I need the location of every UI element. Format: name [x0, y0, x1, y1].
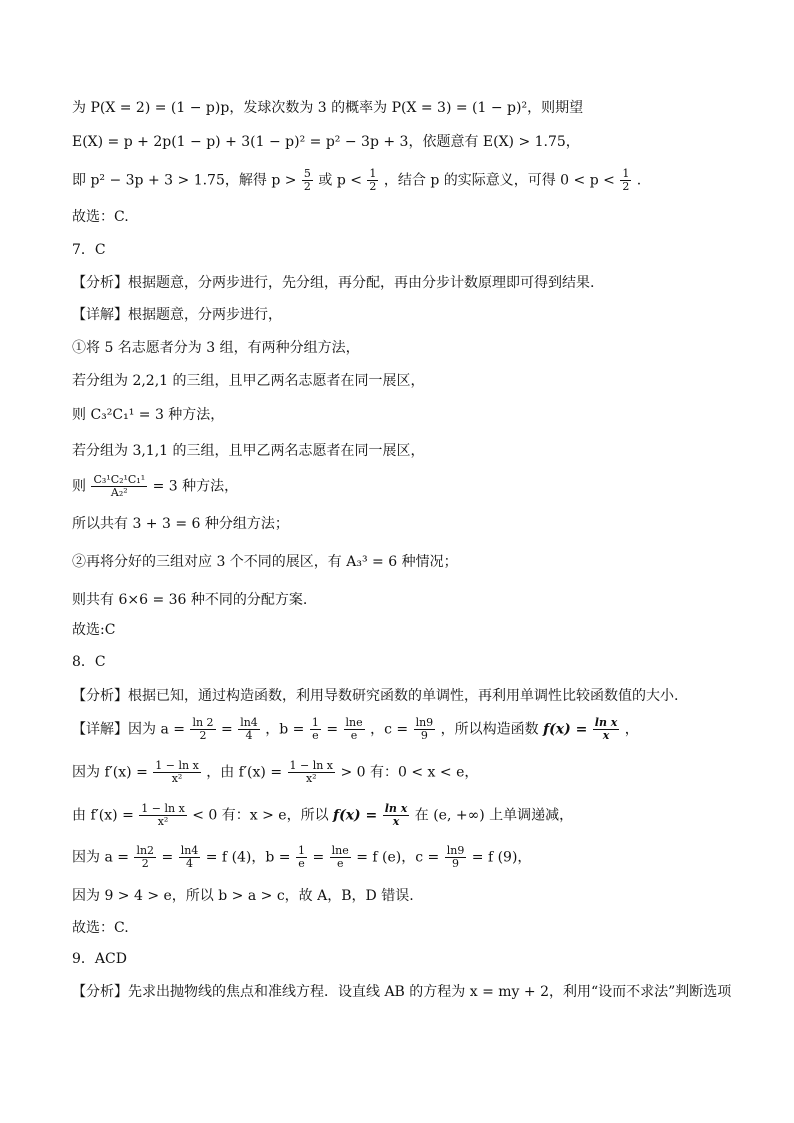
fraction: $\frac{\ln 9}{9}$: [415, 716, 434, 742]
fraction: $\frac{\ln 2}{2}$: [192, 716, 214, 742]
fraction: $\frac{\ln 9}{9}$: [446, 844, 465, 870]
fraction: $\frac{\text{ln x}}{x}$: [594, 716, 618, 742]
analysis-line: 【分析】先求出抛物线的焦点和准线方程．设直线 AB 的方程为 x = my + 2，利用“设而不求法”判断选项: [72, 984, 732, 1000]
detail-line-fractions: 【详解】因为 a = $\frac{\ln 2}{2}$ = $\frac{\ln 4}{4}$ ，b = $\frac{1}{e}$ = $\frac{\ln e}{e}$ ，c = $\frac{\ln 9}{9}$ ，所以构造函数 f(x) = $\frac{\text{ln x}}{x}$ ，: [72, 716, 639, 742]
fraction: $\frac{1}{e}$: [298, 844, 305, 870]
text-line: 因为 9 > 4 > e，所以 b > a > c，故 A，B，D 错误.: [72, 888, 414, 904]
text-line: 为 P(X = 2) = (1 − p)p，发球次数为 3 的概率为 P(X = 3) = (1 − p)²，则期望: [72, 100, 584, 116]
text-line: 若分组为 3,1,1 的三组，且甲乙两名志愿者在同一展区，: [72, 443, 425, 459]
fraction: $\frac{\ln 4}{4}$: [240, 716, 258, 742]
text-line-fraction: 则 $\frac{\text{C₃¹C₂¹C₁¹}}{\text{A₂²}}$ = 3 种方法，: [72, 473, 239, 499]
text-line: E(X) = p + 2p(1 − p) + 3(1 − p)² = p² − 3p + 3，依题意有 E(X) > 1.75，: [72, 134, 580, 150]
text-line: 故选：C.: [72, 209, 129, 225]
fraction: $\frac{5}{2}$: [303, 167, 311, 193]
text-line: ①将 5 名志愿者分为 3 组，有两种分组方法，: [72, 340, 360, 356]
text-line: 若分组为 2,2,1 的三组，且甲乙两名志愿者在同一展区，: [72, 373, 425, 389]
fraction: $\frac{\text{1 − ln x}}{\text{x²}}$: [141, 802, 185, 828]
text-line-fractions: 因为 a = $\frac{\ln 2}{2}$ = $\frac{\ln 4}{4}$ = f (4)，b = $\frac{1}{e}$ = $\frac{\ln e}{e}$ = f (e)，c = $\frac{\ln 9}{9}$ = f (9)，: [72, 844, 532, 870]
fraction: $\frac{\ln 2}{2}$: [136, 844, 155, 870]
text-line-fractions: 因为 f′(x) = $\frac{\text{1 − ln x}}{\text{x²}}$ ，由 f′(x) = $\frac{\text{1 − ln x}}{\text{x²}}$ > 0 有：0 < x < e，: [72, 759, 479, 785]
fraction: $\frac{\ln 4}{4}$: [180, 844, 199, 870]
question-number: 7．C: [72, 242, 106, 258]
fraction: $\frac{\text{C₃¹C₂¹C₁¹}}{\text{A₂²}}$: [93, 473, 146, 499]
text-line: ②再将分好的三组对应 3 个不同的展区，有 A₃³ = 6 种情况；: [72, 554, 458, 570]
analysis-line: 【分析】根据题意，分两步进行，先分组，再分配，再由分步计数原理即可得到结果.: [72, 275, 595, 291]
detail-line: 【详解】根据题意，分两步进行，: [72, 307, 282, 323]
fraction: $\frac{1}{2}$: [622, 167, 630, 193]
fraction: $\frac{\ln e}{e}$: [331, 844, 349, 870]
question-number: 9．ACD: [72, 951, 127, 967]
text-line: 则共有 6×6 = 36 种不同的分配方案.: [72, 592, 308, 608]
text-line: 所以共有 3 + 3 = 6 种分组方法；: [72, 516, 289, 532]
text-line-fractions: 由 f′(x) = $\frac{\text{1 − ln x}}{\text{x²}}$ < 0 有：x > e，所以 f(x) = $\frac{\text{ln x}}{x}$ 在 (e, +∞) 上单调递减，: [72, 802, 574, 828]
fraction: $\frac{1}{e}$: [311, 716, 319, 742]
analysis-line: 【分析】根据已知，通过构造函数，利用导数研究函数的单调性，再利用单调性比较函数值的大小.: [72, 688, 679, 704]
fraction: $\frac{\text{1 − ln x}}{\text{x²}}$: [155, 759, 199, 785]
text-line: 则 C₃²C₁¹ = 3 种方法，: [72, 407, 225, 423]
text-line: 故选:C: [72, 622, 116, 638]
fraction: $\frac{\text{1 − ln x}}{\text{x²}}$: [289, 759, 334, 785]
fraction: $\frac{1}{2}$: [369, 167, 377, 193]
question-number: 8．C: [72, 654, 106, 670]
text-line-fractions: 即 p² − 3p + 3 > 1.75，解得 p > $\frac{5}{2}$ 或 p < $\frac{1}{2}$ ，结合 p 的实际意义，可得 0 < p < $\frac{1}{2}$ .: [72, 167, 642, 193]
fraction: $\frac{\ln e}{e}$: [345, 716, 363, 742]
text-line: 故选：C.: [72, 920, 129, 936]
fraction: $\frac{\text{ln x}}{x}$: [384, 802, 408, 828]
